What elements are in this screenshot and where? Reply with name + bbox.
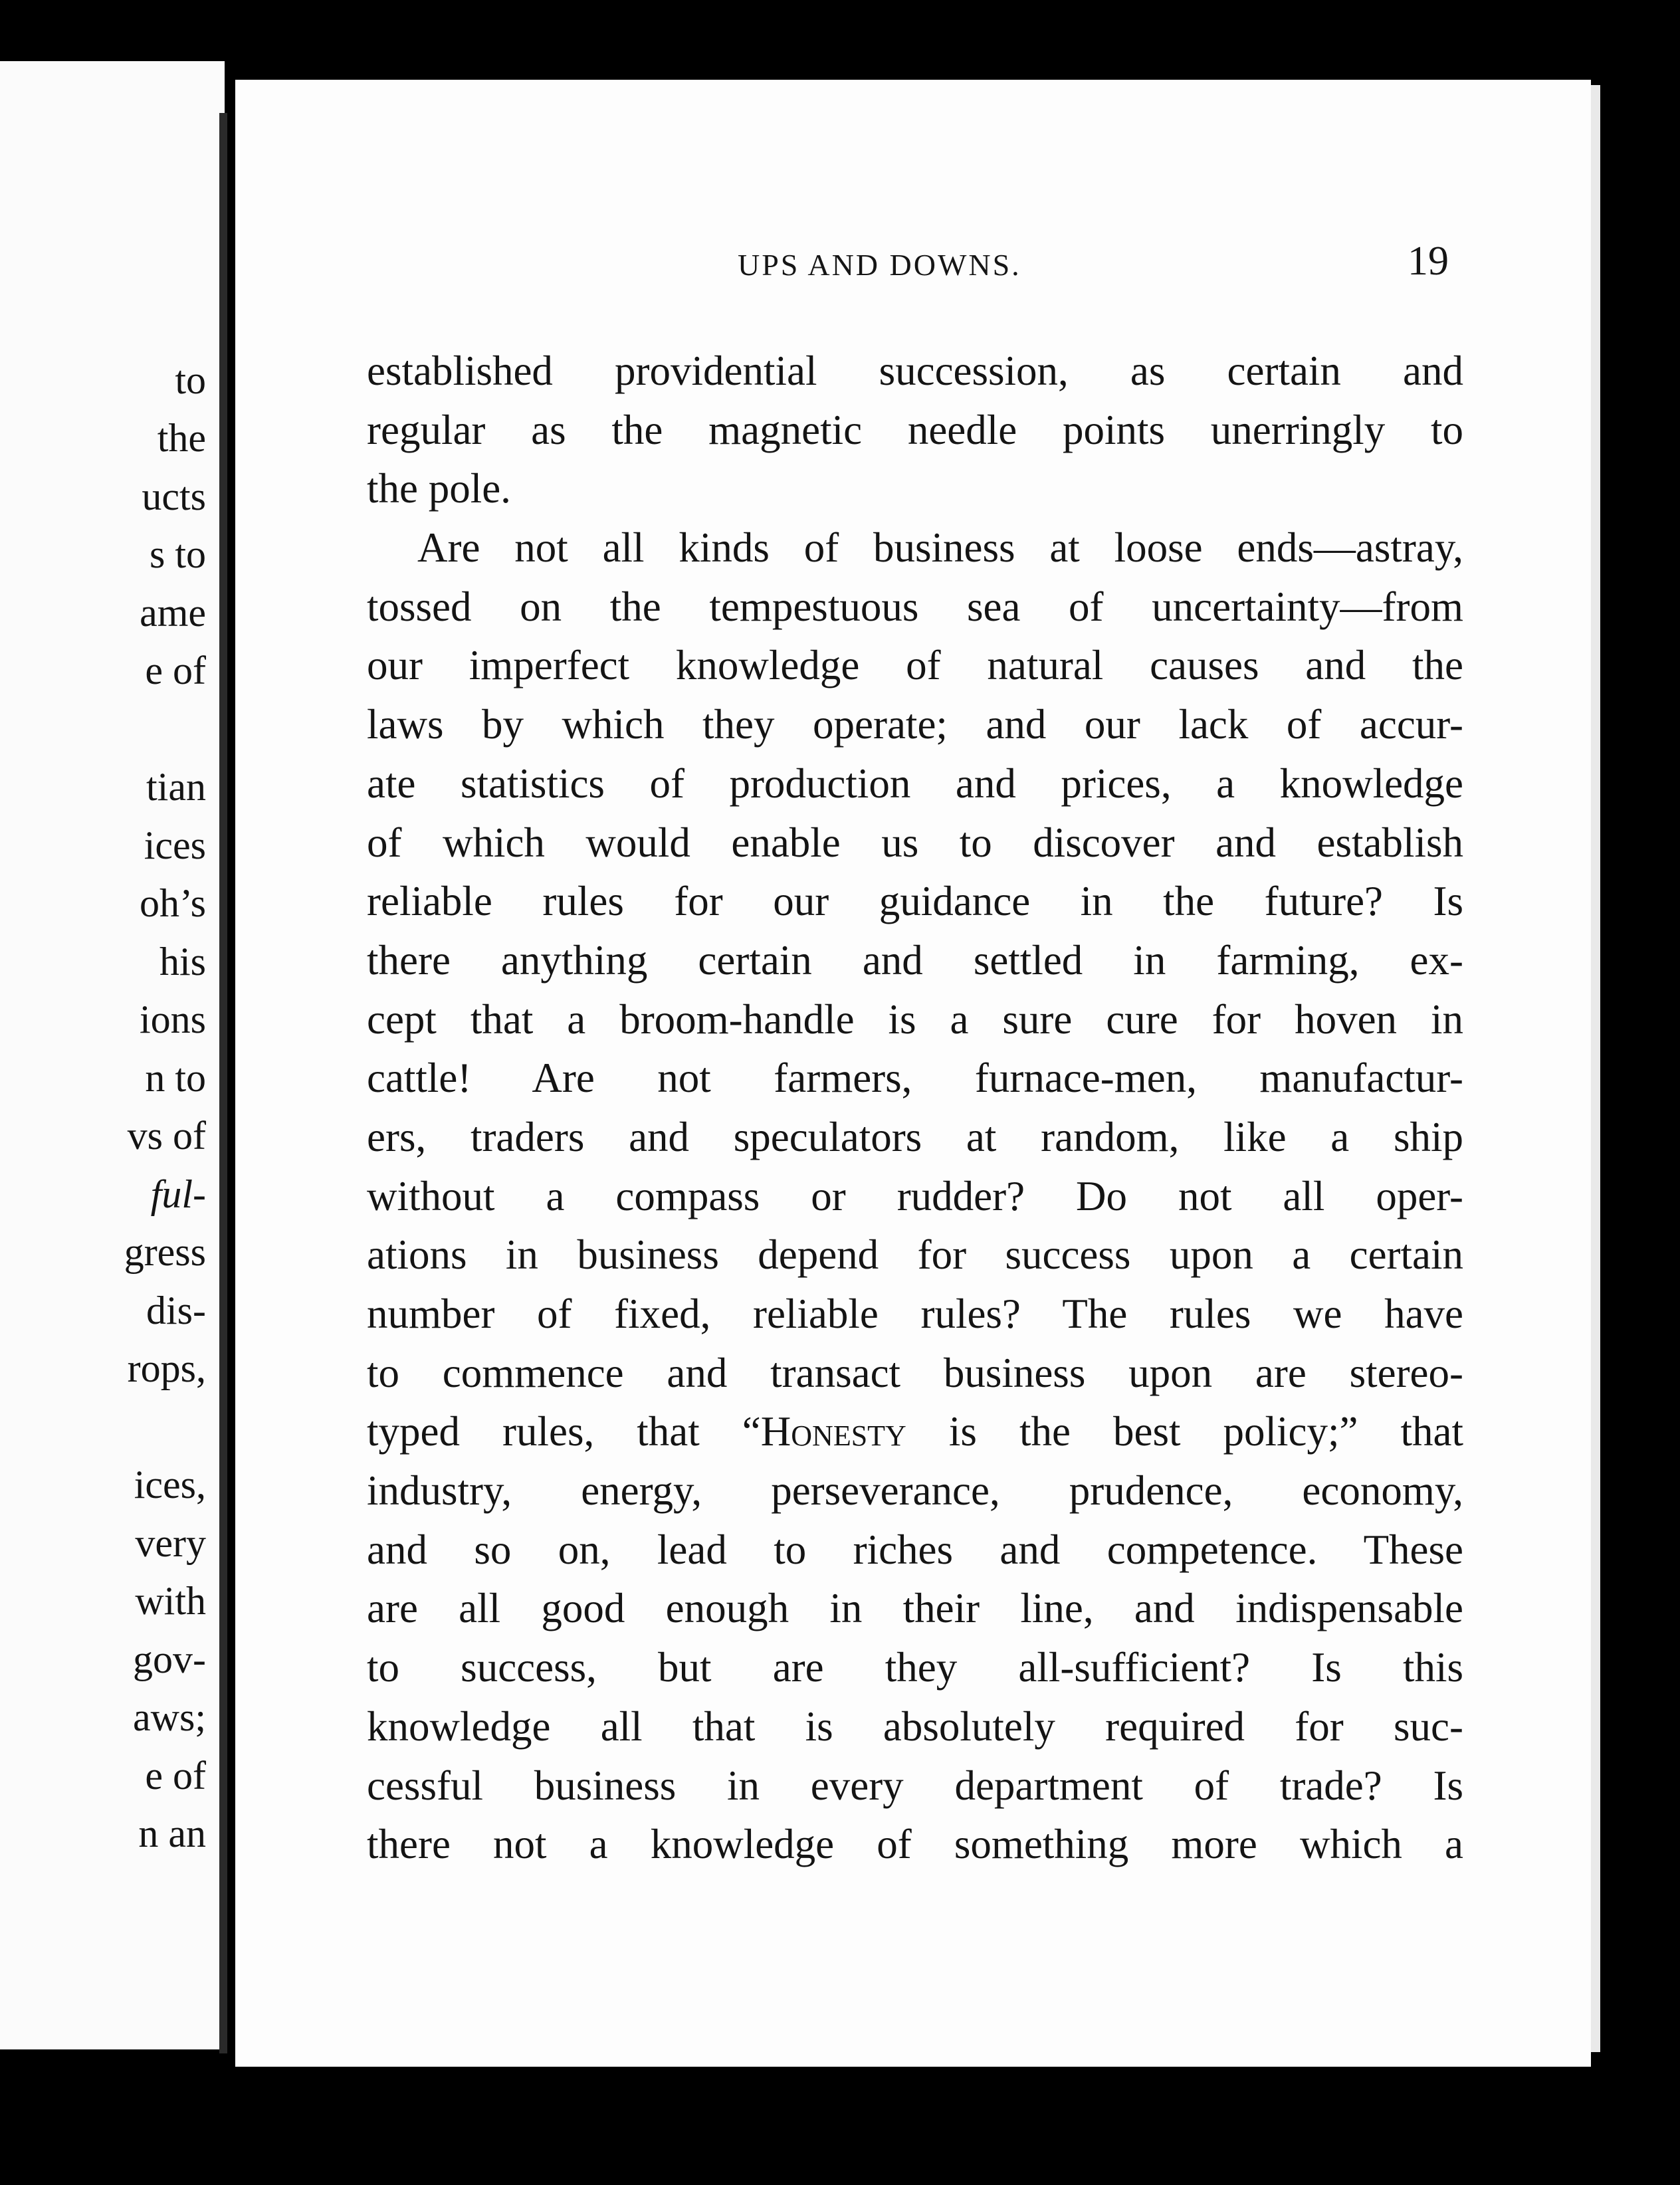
page-edge xyxy=(1591,85,1600,2052)
left-page-fragment: to xyxy=(175,358,206,402)
text-line xyxy=(367,1402,1463,1461)
left-facing-page xyxy=(0,61,225,2049)
left-page-fragment: ful- xyxy=(150,1172,206,1216)
left-page-fragment: ices xyxy=(144,823,206,867)
left-page-fragment: gov- xyxy=(133,1637,206,1681)
text-line: our imperfect knowledge of natural causes and the xyxy=(367,642,1463,689)
text-line: there anything certain and settled in farming, ex- xyxy=(367,936,1463,984)
text-line: cessful business in every department of trade? Is xyxy=(367,1762,1463,1809)
left-page-fragment: ions xyxy=(139,997,206,1041)
left-page-fragment: tian xyxy=(146,765,206,809)
left-page-fragment: gress xyxy=(124,1230,206,1274)
text-line: of which would enable us to discover and establish xyxy=(367,819,1463,866)
text-line: there not a knowledge of something more which a xyxy=(367,1821,1463,1868)
left-page-fragment: ucts xyxy=(142,474,206,518)
left-page-fragment: ices, xyxy=(134,1463,206,1507)
text-line: knowledge all that is absolutely required for suc- xyxy=(367,1703,1463,1750)
text-line: number of fixed, reliable rules? The rules we have xyxy=(367,1291,1463,1337)
book-gutter xyxy=(219,113,227,2053)
text-line: ations in business depend for success upon a certain xyxy=(367,1231,1463,1279)
text-line: tossed on the tempestuous sea of uncertainty—from xyxy=(367,583,1463,630)
text-line: the pole. xyxy=(367,465,511,512)
left-page-fragment: n to xyxy=(145,1056,206,1100)
text-line: industry, energy, perseverance, prudence, economy, xyxy=(367,1467,1463,1514)
honesty-small-caps: Honesty xyxy=(760,1408,906,1455)
text-line: laws by which they operate; and our lack of accur- xyxy=(367,701,1463,748)
text-line: without a compass or rudder? Do not all oper- xyxy=(367,1172,1463,1219)
left-page-fragment: e of xyxy=(145,649,206,692)
text-line: ers, traders and speculators at random, like a ship xyxy=(367,1113,1463,1160)
left-page-fragment: e of xyxy=(145,1754,206,1798)
text-line: reliable rules for our guidance in the future? Is xyxy=(367,878,1463,925)
page-number: 19 xyxy=(1408,239,1449,284)
text-line: Are not all kinds of business at loose ends—astray, xyxy=(417,524,1463,572)
left-page-fragment: with xyxy=(135,1579,206,1623)
text-line: established providential succession, as certain and xyxy=(367,348,1463,394)
text-run: typed rules, that “ xyxy=(367,1408,761,1455)
text-line: to commence and transact business upon are stereo- xyxy=(367,1349,1463,1396)
left-page-fragment: rops, xyxy=(127,1346,206,1390)
left-page-fragment: his xyxy=(159,940,206,984)
text-line: to success, but are they all-sufficient? Is this xyxy=(367,1644,1463,1691)
left-page-fragment: very xyxy=(135,1521,206,1565)
body-text xyxy=(367,342,1463,1874)
left-page-fragment: dis- xyxy=(146,1289,206,1332)
left-page-fragment: n an xyxy=(138,1812,206,1855)
text-line: ate statistics of production and prices, a knowledge xyxy=(367,760,1463,807)
left-page-fragment: ame xyxy=(140,591,206,635)
text-line: cept that a broom-handle is a sure cure for hoven in xyxy=(367,995,1463,1043)
text-run: is the best policy;” that xyxy=(906,1408,1463,1455)
text-line: cattle! Are not farmers, furnace-men, manufactur- xyxy=(367,1055,1463,1102)
left-page-fragment: s to xyxy=(149,532,206,576)
left-page-fragment: oh’s xyxy=(139,881,206,925)
left-page-fragment: aws; xyxy=(133,1695,206,1739)
left-page-fragment: vs of xyxy=(127,1114,206,1158)
text-line: and so on, lead to riches and competence. These xyxy=(367,1526,1463,1573)
left-page-fragment: the xyxy=(157,416,206,460)
text-line: regular as the magnetic needle points unerringly to xyxy=(367,406,1463,453)
running-head: UPS AND DOWNS. xyxy=(738,248,1021,282)
text-line: are all good enough in their line, and indispensable xyxy=(367,1585,1463,1632)
